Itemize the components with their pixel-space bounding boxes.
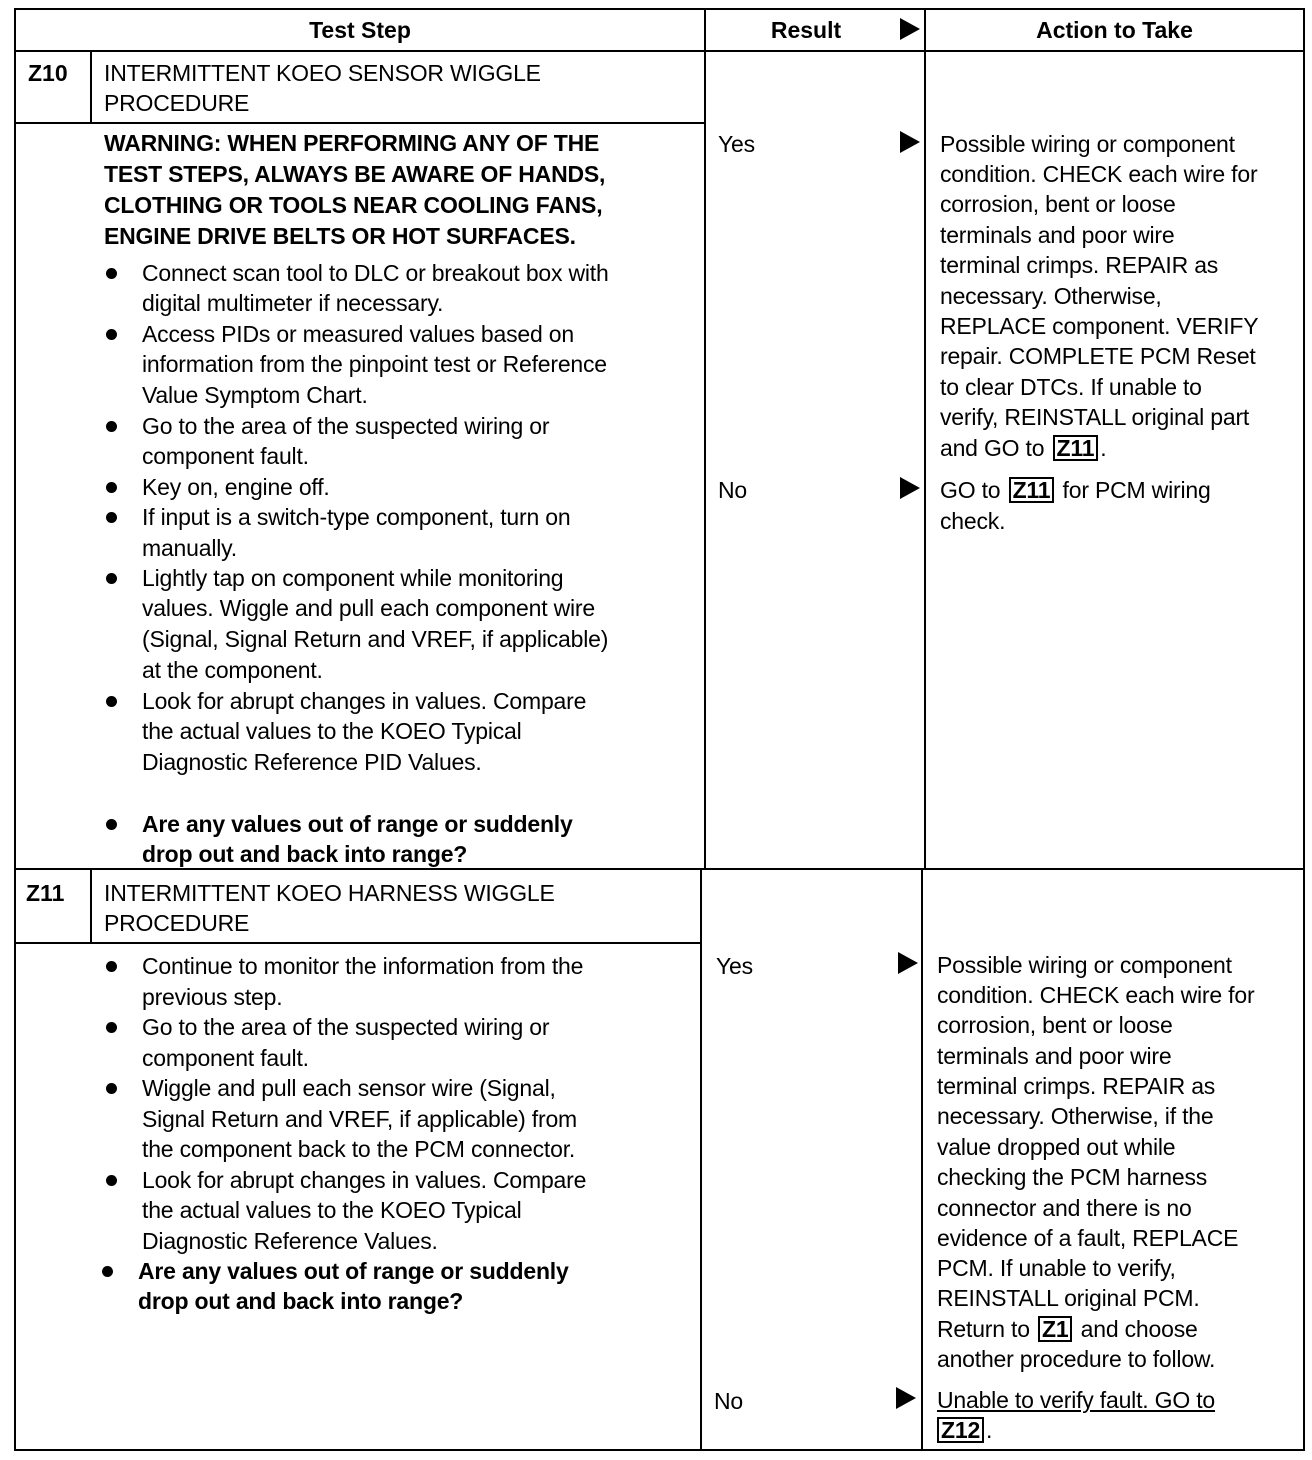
question-line: drop out and back into range?	[138, 1288, 464, 1314]
warning-line: TEST STEPS, ALWAYS BE AWARE OF HANDS,	[104, 161, 606, 187]
column-divider-action	[924, 8, 926, 870]
bullet-line: values. Wiggle and pull each component wire	[142, 595, 595, 621]
action-line-with-ref	[940, 475, 1211, 506]
warning-line: CLOTHING OR TOOLS NEAR COOLING FANS,	[104, 192, 603, 218]
step-title-line: PROCEDURE	[104, 90, 250, 116]
bullet-line: (Signal, Signal Return and VREF, if applicable)	[142, 626, 609, 652]
step-ref-link[interactable]: Z11	[1053, 435, 1099, 461]
step-title-line: PROCEDURE	[104, 910, 250, 936]
table-border-right	[1303, 8, 1305, 1451]
bullet-icon	[106, 329, 117, 340]
bullet-line: Diagnostic Reference Values.	[142, 1228, 438, 1254]
z10-title-underline	[14, 122, 704, 124]
question-line: drop out and back into range?	[142, 841, 468, 867]
action-line: terminal crimps. REPAIR as	[940, 252, 1219, 278]
bullet-line: Access PIDs or measured values based on	[142, 321, 574, 347]
result-arrow-icon	[900, 477, 920, 499]
header-test-step: Test Step	[309, 17, 411, 43]
header-divider	[14, 50, 1305, 52]
action-line: terminal crimps. REPAIR as	[937, 1073, 1216, 1099]
action-line: value dropped out while	[937, 1134, 1176, 1160]
bullet-icon	[102, 1266, 113, 1277]
bullet-icon	[106, 696, 117, 707]
column-divider-action-lower	[921, 870, 923, 1451]
action-line: necessary. Otherwise, if the	[937, 1103, 1214, 1129]
result-no: No	[718, 477, 748, 503]
table-border-bottom	[14, 1449, 1305, 1451]
action-line: condition. CHECK each wire for	[937, 982, 1255, 1008]
bullet-line: manually.	[142, 535, 237, 561]
bullet-line: information from the pinpoint test or Reference	[142, 351, 607, 377]
action-line: another procedure to follow.	[937, 1346, 1216, 1372]
bullet-icon	[106, 482, 117, 493]
bullet-line: Go to the area of the suspected wiring or	[142, 413, 550, 439]
step-ref-link[interactable]: Z1	[1038, 1316, 1072, 1342]
bullet-icon	[106, 1022, 117, 1033]
action-text: Return to	[937, 1316, 1030, 1342]
bullet-line: at the component.	[142, 657, 323, 683]
action-line: connector and there is no	[937, 1195, 1192, 1221]
bullet-icon	[106, 512, 117, 523]
action-text: .	[1100, 435, 1107, 461]
action-line: Unable to verify fault. GO to	[937, 1387, 1215, 1413]
bullet-line: Key on, engine off.	[142, 474, 330, 500]
action-text: and choose	[1080, 1316, 1198, 1342]
action-line: check.	[940, 508, 1006, 534]
step-id: Z11	[26, 880, 65, 906]
header-result-arrow-icon	[900, 18, 920, 40]
z10-id-divider	[90, 50, 92, 124]
result-yes: Yes	[716, 953, 753, 979]
z11-title-underline	[14, 942, 700, 944]
action-line: corrosion, bent or loose	[937, 1012, 1173, 1038]
column-divider-result-lower	[700, 870, 702, 1451]
action-text: GO to	[940, 477, 1001, 503]
action-line: corrosion, bent or loose	[940, 191, 1176, 217]
bullet-icon	[106, 421, 117, 432]
z11-id-divider	[90, 870, 92, 944]
warning-line: ENGINE DRIVE BELTS OR HOT SURFACES.	[104, 223, 576, 249]
bullet-line: Lightly tap on component while monitoring	[142, 565, 564, 591]
action-line: verify, REINSTALL original part	[940, 404, 1250, 430]
bullet-line: Go to the area of the suspected wiring or	[142, 1014, 550, 1040]
bullet-line: Look for abrupt changes in values. Compare	[142, 688, 587, 714]
step-ref-link[interactable]: Z11	[1009, 477, 1055, 503]
result-arrow-icon	[898, 952, 918, 974]
step-title-line: INTERMITTENT KOEO SENSOR WIGGLE	[104, 60, 541, 86]
step-title-line: INTERMITTENT KOEO HARNESS WIGGLE	[104, 880, 555, 906]
bullet-icon	[106, 961, 117, 972]
bullet-line: digital multimeter if necessary.	[142, 290, 444, 316]
action-text: for PCM wiring	[1062, 477, 1211, 503]
action-line: checking the PCM harness	[937, 1164, 1208, 1190]
table-border-top	[14, 8, 1305, 10]
warning-line: WARNING: WHEN PERFORMING ANY OF THE	[104, 130, 600, 156]
action-line: necessary. Otherwise,	[940, 283, 1162, 309]
action-line: evidence of a fault, REPLACE	[937, 1225, 1239, 1251]
action-text: and GO to	[940, 435, 1045, 461]
bullet-line: the actual values to the KOEO Typical	[142, 718, 522, 744]
question-line: Are any values out of range or suddenly	[138, 1258, 569, 1284]
table-border-left	[14, 8, 16, 1451]
header-action: Action to Take	[1036, 17, 1193, 43]
action-line-with-ref	[937, 1314, 1198, 1345]
action-line: REINSTALL original PCM.	[937, 1285, 1200, 1311]
bullet-line: component fault.	[142, 443, 309, 469]
action-line: condition. CHECK each wire for	[940, 161, 1258, 187]
action-line: terminals and poor wire	[940, 222, 1175, 248]
action-line: to clear DTCs. If unable to	[940, 374, 1202, 400]
result-arrow-icon	[896, 1387, 916, 1409]
action-text: .	[986, 1417, 993, 1443]
action-line: REPLACE component. VERIFY	[940, 313, 1259, 339]
action-line-with-ref	[940, 433, 1107, 464]
result-no: No	[714, 1388, 744, 1414]
bullet-icon	[106, 573, 117, 584]
action-line-with-ref	[937, 1415, 992, 1446]
step-id: Z10	[28, 60, 68, 86]
bullet-line: component fault.	[142, 1045, 309, 1071]
header-result: Result	[770, 17, 842, 43]
column-divider-result	[704, 8, 706, 870]
bullet-icon	[106, 1175, 117, 1186]
question-line: Are any values out of range or suddenly	[142, 811, 573, 837]
bullet-line: Look for abrupt changes in values. Compare	[142, 1167, 587, 1193]
bullet-line: If input is a switch-type component, turn on	[142, 504, 571, 530]
bullet-line: the component back to the PCM connector.	[142, 1136, 576, 1162]
action-line: PCM. If unable to verify,	[937, 1255, 1176, 1281]
result-arrow-icon	[900, 131, 920, 153]
step-ref-link[interactable]: Z12	[937, 1417, 984, 1443]
bullet-line: Continue to monitor the information from the	[142, 953, 584, 979]
bullet-icon	[106, 268, 117, 279]
result-yes: Yes	[718, 131, 755, 157]
bullet-icon	[106, 819, 117, 830]
bullet-icon	[106, 1083, 117, 1094]
action-line: terminals and poor wire	[937, 1043, 1172, 1069]
bullet-line: Signal Return and VREF, if applicable) from	[142, 1106, 578, 1132]
action-line: Possible wiring or component	[937, 952, 1232, 978]
bullet-line: Diagnostic Reference PID Values.	[142, 749, 482, 775]
action-line: repair. COMPLETE PCM Reset	[940, 343, 1256, 369]
bullet-line: previous step.	[142, 984, 283, 1010]
bullet-line: Value Symptom Chart.	[142, 382, 368, 408]
action-line: Possible wiring or component	[940, 131, 1235, 157]
bullet-line: the actual values to the KOEO Typical	[142, 1197, 522, 1223]
bullet-line: Wiggle and pull each sensor wire (Signal,	[142, 1075, 556, 1101]
bullet-line: Connect scan tool to DLC or breakout box with	[142, 260, 609, 286]
